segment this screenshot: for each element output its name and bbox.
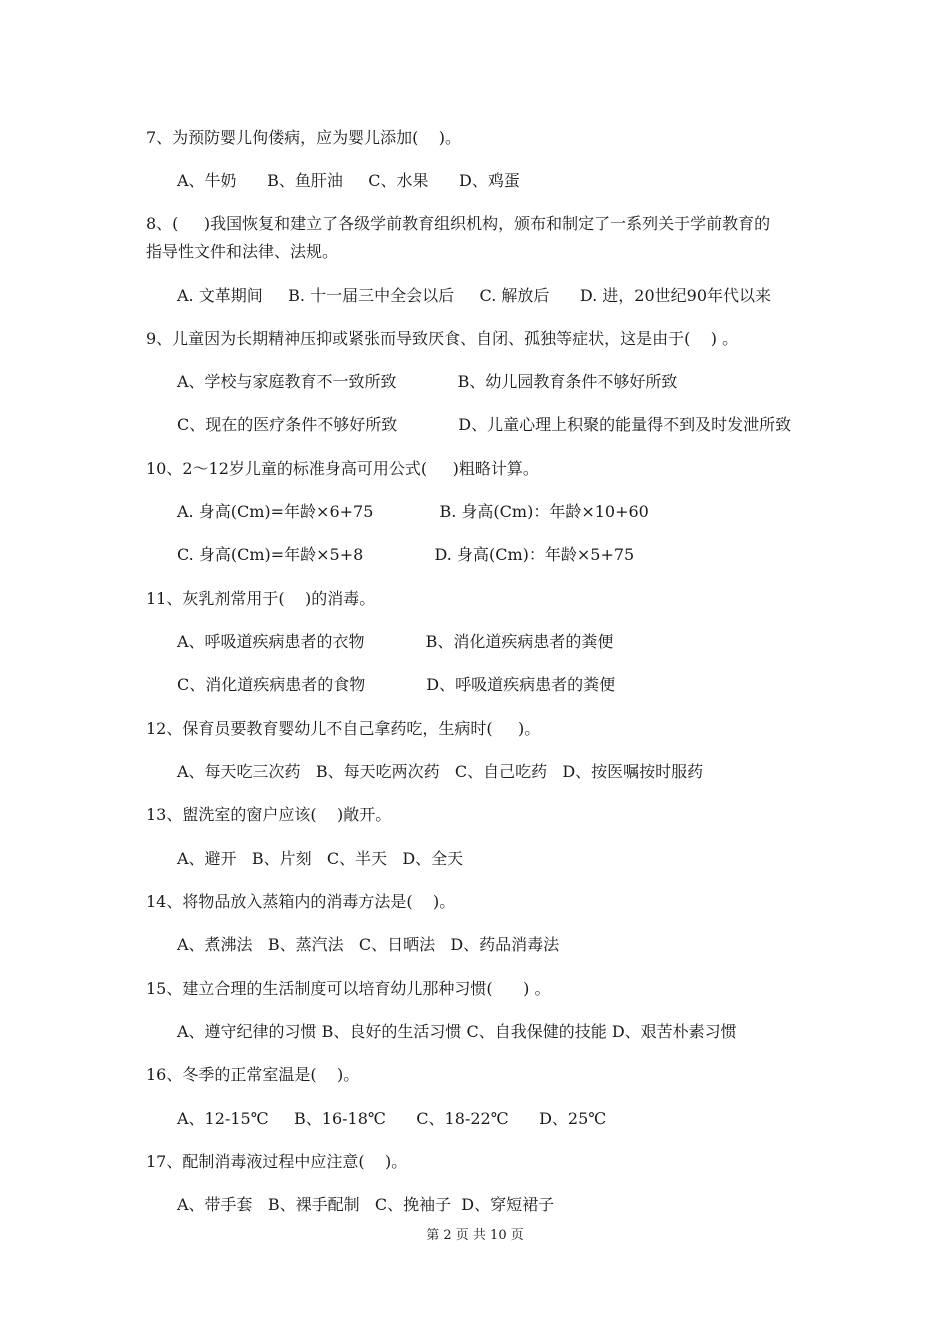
question-8-options: A. 文革期间 B. 十一届三中全会以后 C. 解放后 D. 进，20世纪90年代以来 — [177, 286, 772, 305]
question-13-options: A、避开 B、片刻 C、半天 D、全天 — [177, 849, 464, 868]
question-11-options-cd: C、消化道疾病患者的食物 D、呼吸道疾病患者的粪便 — [177, 675, 616, 694]
question-12-options: A、每天吃三次药 B、每天吃两次药 C、自己吃药 D、按医嘱按时服药 — [177, 762, 704, 781]
question-17-options: A、带手套 B、裸手配制 C、挽袖子 D、穿短裙子 — [177, 1195, 555, 1214]
question-8-continued: 指导性文件和法律、法规。 — [146, 242, 339, 261]
question-7: 7、为预防婴儿佝偻病，应为婴儿添加( )。 — [146, 128, 462, 147]
question-9-options-cd: C、现在的医疗条件不够好所致 D、儿童心理上积聚的能量得不到及时发泄所致 — [177, 415, 792, 434]
question-12: 12、保育员要教育婴幼儿不自己拿药吃，生病时( )。 — [146, 719, 541, 738]
question-13: 13、盥洗室的窗户应该( )敞开。 — [146, 805, 392, 824]
question-10: 10、2～12岁儿童的标准身高可用公式( )粗略计算。 — [146, 459, 539, 478]
question-11: 11、灰乳剂常用于( )的消毒。 — [146, 589, 376, 608]
question-8: 8、( )我国恢复和建立了各级学前教育组织机构，颁布和制定了一系列关于学前教育的 — [146, 214, 771, 233]
question-7-options: A、牛奶 B、鱼肝油 C、水果 D、鸡蛋 — [177, 171, 520, 190]
question-9: 9、儿童因为长期精神压抑或紧张而导致厌食、自闭、孤独等症状，这是由于( ) 。 — [146, 329, 739, 348]
question-16: 16、冬季的正常室温是( )。 — [146, 1065, 360, 1084]
question-14-options: A、煮沸法 B、蒸汽法 C、日晒法 D、药品消毒法 — [177, 935, 560, 954]
question-15-options: A、遵守纪律的习惯 B、良好的生活习惯 C、自我保健的技能 D、艰苦朴素习惯 — [177, 1022, 737, 1041]
question-15: 15、建立合理的生活制度可以培育幼儿那种习惯( ) 。 — [146, 979, 551, 998]
question-9-options-ab: A、学校与家庭教育不一致所致 B、幼儿园教育条件不够好所致 — [177, 372, 678, 391]
question-16-options: A、12-15℃ B、16-18℃ C、18-22℃ D、25℃ — [177, 1109, 607, 1128]
question-14: 14、将物品放入蒸箱内的消毒方法是( )。 — [146, 892, 456, 911]
question-17: 17、配制消毒液过程中应注意( )。 — [146, 1152, 408, 1171]
question-10-options-cd: C. 身高(Cm)=年龄×5+8 D. 身高(Cm)：年龄×5+75 — [177, 545, 635, 564]
question-10-options-ab: A. 身高(Cm)=年龄×6+75 B. 身高(Cm)：年龄×10+60 — [177, 502, 649, 521]
question-11-options-ab: A、呼吸道疾病患者的衣物 B、消化道疾病患者的粪便 — [177, 632, 614, 651]
page-number-footer: 第 2 页 共 10 页 — [426, 1228, 524, 1243]
